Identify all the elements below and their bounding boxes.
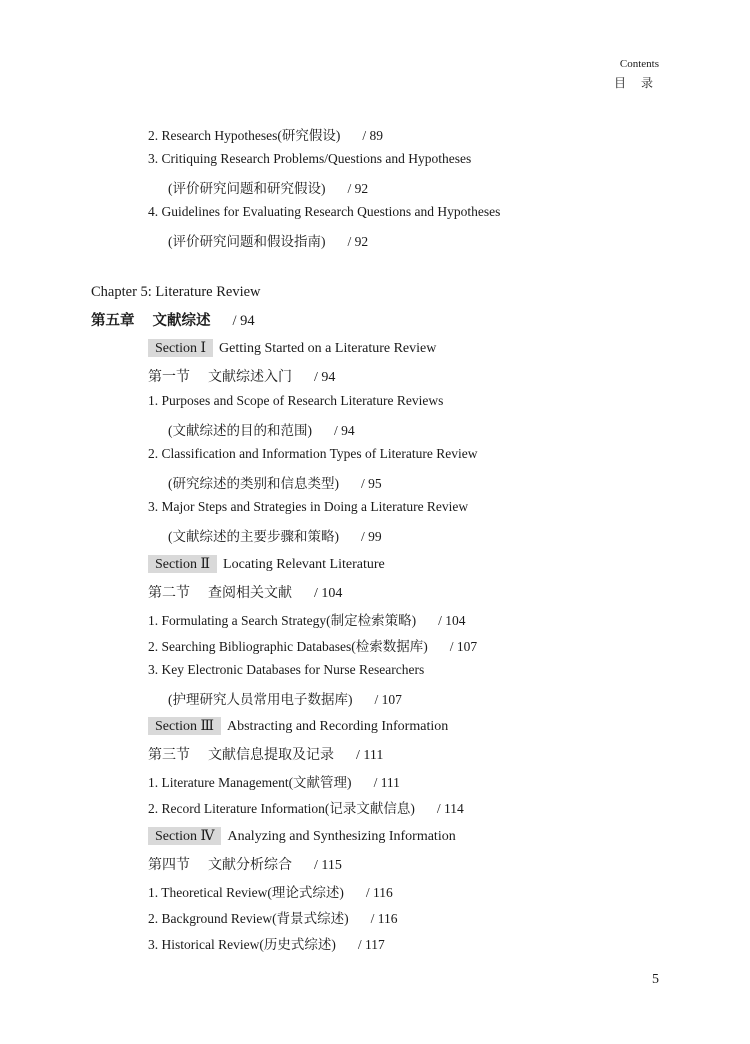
running-header-zh: 目 录: [613, 76, 659, 90]
toc-item: [148, 124, 383, 144]
section-heading: [148, 717, 448, 735]
toc-item: [148, 609, 465, 629]
section-tag: Section Ⅳ: [148, 827, 221, 845]
section-heading-zh: [148, 366, 335, 386]
toc-item-text: 3. Major Steps and Strategies in Doing a Literature Review: [148, 499, 469, 514]
toc-item-page: / 104: [438, 613, 466, 628]
toc-item-text: (文献综述的目的和范围): [168, 423, 312, 438]
toc-item-text: 1. Purposes and Scope of Research Literature Reviews: [148, 393, 444, 408]
section-heading-zh: [148, 582, 342, 602]
toc-item: [168, 230, 368, 250]
section-title-zh: 文献综述入门: [208, 370, 292, 385]
toc-item-page: / 116: [365, 885, 393, 900]
toc-item: [168, 472, 382, 492]
section-title-en: Abstracting and Recording Information: [227, 719, 449, 734]
toc-item: [148, 635, 477, 655]
toc-item-page: / 92: [347, 234, 369, 249]
page-number: 5: [652, 972, 659, 987]
toc-item-text: 2. Record Literature Information(记录文献信息): [148, 801, 415, 816]
toc-item-page: / 117: [357, 937, 385, 952]
section-page: / 104: [314, 586, 343, 601]
toc-item-text: 4. Guidelines for Evaluating Research Questions and Hypotheses: [148, 204, 501, 219]
toc-item: [168, 525, 382, 545]
section-title-en: Analyzing and Synthesizing Information: [227, 829, 456, 844]
chapter-page: / 94: [232, 313, 255, 329]
toc-item-page: / 89: [362, 128, 383, 143]
section-page: / 115: [314, 858, 342, 873]
toc-item: [148, 771, 400, 791]
toc-item-text: (研究综述的类别和信息类型): [168, 476, 339, 491]
toc-item-page: / 99: [361, 529, 382, 544]
section-tag: Section Ⅲ: [148, 717, 221, 735]
toc-item-text: 2. Searching Bibliographic Databases(检索数据库): [148, 639, 428, 654]
section-label: 第四节: [148, 858, 190, 873]
toc-item-page: / 92: [347, 181, 369, 196]
toc-item: [148, 151, 471, 167]
section-label: 第一节: [148, 370, 190, 385]
section-title-en: Getting Started on a Literature Review: [219, 341, 437, 356]
section-title-zh: 文献分析综合: [208, 858, 292, 873]
toc-item-text: (评价研究问题和研究假设): [168, 181, 326, 196]
toc-item: [148, 881, 393, 901]
section-heading-zh: [148, 744, 383, 764]
toc-item-page: / 116: [370, 911, 398, 926]
toc-item: [148, 393, 443, 409]
section-heading: [148, 555, 385, 573]
section-title-zh: 查阅相关文献: [208, 586, 292, 601]
toc-item-text: 3. Historical Review(历史式综述): [148, 937, 336, 952]
toc-item: [148, 662, 424, 678]
section-page: / 111: [356, 748, 384, 763]
section-title-en: Locating Relevant Literature: [223, 557, 385, 572]
toc-item-page: / 95: [361, 476, 382, 491]
toc-item-text: 1. Theoretical Review(理论式综述): [148, 885, 344, 900]
chapter-title-en: Chapter 5: Literature Review: [91, 284, 261, 300]
toc-item-text: (文献综述的主要步骤和策略): [168, 529, 339, 544]
toc-item: [148, 446, 477, 462]
toc-item-text: (护理研究人员常用电子数据库): [168, 692, 353, 707]
section-page: / 94: [314, 370, 336, 385]
section-label: 第三节: [148, 748, 190, 763]
toc-item: [168, 688, 402, 708]
toc-item-page: / 107: [449, 639, 478, 654]
toc-item-text: 2. Background Review(背景式综述): [148, 911, 349, 926]
toc-item-text: 3. Critiquing Research Problems/Questions and Hypotheses: [148, 151, 472, 166]
toc-item-text: 3. Key Electronic Databases for Nurse Researchers: [148, 662, 425, 677]
toc-item: [148, 933, 385, 953]
toc-item: [148, 204, 500, 220]
toc-item-text: (评价研究问题和假设指南): [168, 234, 326, 249]
section-label: 第二节: [148, 586, 190, 601]
section-heading: [148, 339, 436, 357]
toc-item: [148, 907, 397, 927]
section-heading: [148, 827, 456, 845]
toc-item-text: 1. Formulating a Search Strategy(制定检索策略): [148, 613, 417, 628]
toc-item-text: 2. Research Hypotheses(研究假设): [148, 128, 341, 143]
toc-item: [168, 177, 368, 197]
chapter-title-zh: [91, 309, 255, 330]
section-title-zh: 文献信息提取及记录: [208, 748, 334, 763]
toc-item-text: 2. Classification and Information Types of Literature Review: [148, 446, 478, 461]
chapter-label: 第五章: [91, 313, 135, 329]
section-heading-zh: [148, 854, 342, 874]
toc-item-page: / 94: [334, 423, 355, 438]
toc-item: [168, 419, 355, 439]
toc-item: [148, 797, 464, 817]
toc-item-text: 1. Literature Management(文献管理): [148, 775, 352, 790]
toc-item: [148, 499, 468, 515]
section-tag: Section Ⅰ: [148, 339, 213, 357]
toc-item-page: / 114: [436, 801, 464, 816]
toc-item-page: / 107: [374, 692, 402, 707]
toc-item-page: / 111: [373, 775, 400, 790]
chapter-title: 文献综述: [152, 313, 211, 329]
running-header-en: Contents: [619, 58, 659, 70]
section-tag: Section Ⅱ: [148, 555, 217, 573]
